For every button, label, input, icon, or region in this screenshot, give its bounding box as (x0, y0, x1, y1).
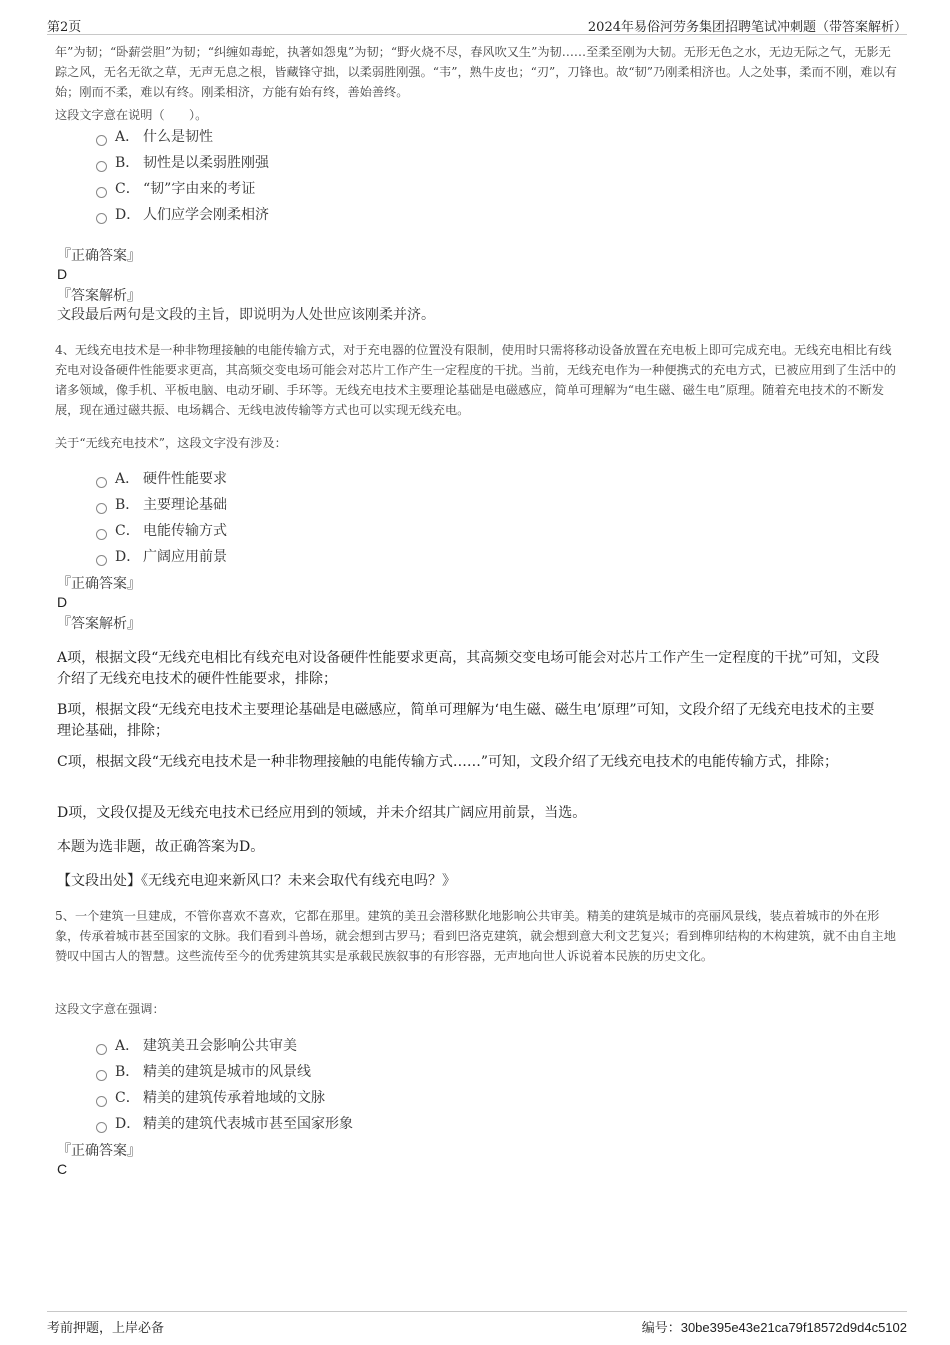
q5-answer: C (57, 1161, 68, 1177)
page-number: 第2页 (47, 20, 82, 35)
radio-icon[interactable] (96, 213, 107, 224)
q3-option-d[interactable]: D． 人们应学会刚柔相济 (96, 203, 269, 227)
q4-source (57, 871, 887, 892)
radio-icon[interactable] (96, 555, 107, 566)
q3-passage: 年”为韧；“卧薪尝胆”为韧；“纠缠如毒蛇，执著如怨鬼”为韧；“野火烧不尽，春风吹又生”为韧……至柔至刚为大韧。无形无色之水，无边无际之气，无影无踪之风，无名无欲之草，无声无息之根，皆藏锋守拙，以柔弱胜刚强。“韦”，熟牛皮也；“刃”，刀锋也。故“韧”乃刚柔相济也。人之处事，柔而不刚，难以有始；刚而不柔，难以有终。刚柔相济，方能有始有终，善始善终。 (55, 45, 897, 99)
page-header (47, 10, 907, 35)
q4-question: 关于“无线充电技术”，这段文字没有涉及： (55, 436, 287, 450)
footer-slogan: 考前押题，上岸必备 (47, 1321, 165, 1336)
q4-option-b[interactable]: B． 主要理论基础 (96, 493, 227, 517)
radio-icon[interactable] (96, 1122, 107, 1133)
q4-analysis-d: D项，文段仅提及无线充电技术已经应用到的领域，并未介绍其广阔应用前景，当选。 (57, 805, 587, 821)
q3-option-c[interactable]: C． “韧”字由来的考证 (96, 177, 255, 201)
q4-conclusion: 本题为选非题，故正确答案为D。 (57, 839, 265, 855)
q4-analysis-b: B项，根据文段“无线充电技术主要理论基础是电磁感应，简单可理解为‘电生磁、磁生电’原理”可知，文段介绍了无线充电技术的主要理论基础，排除； (57, 702, 875, 739)
footer-id-label: 编号： (641, 1321, 681, 1336)
q3-option-a[interactable]: A． 什么是韧性 (96, 125, 213, 149)
q4-option-a[interactable]: A． 硬件性能要求 (96, 467, 227, 491)
footer-id-value: 30be395e43e21ca79f18572d9d4c5102 (680, 1320, 907, 1335)
document-title: 2024年易俗河劳务集团招聘笔试冲刺题（带答案解析） (587, 20, 907, 35)
q4-analysis-a: A项，根据文段“无线充电相比有线充电对设备硬件性能要求更高，其高频交变电场可能会对芯片工作产生一定程度的干扰”可知，文段介绍了无线充电技术的硬件性能要求，排除； (57, 650, 880, 687)
radio-icon[interactable] (96, 1044, 107, 1055)
q4-passage: 4、无线充电技术是一种非物理接触的电能传输方式，对于充电器的位置没有限制，使用时只需将移动设备放置在充电板上即可完成充电。无线充电相比有线充电对设备硬件性能要求更高，其高频交变电场可能会对芯片工作产生一定程度的干扰。当前，无线充电作为一种便携式的充电方式，已被应用到了生活中的诸多领域，像手机、平板电脑、电动牙刷、手环等。无线充电技术主要理论基础是电磁感应，简单可理解为“电生磁、磁生电”原理。随着充电技术的不断发展，现在通过磁共振、电场耦合、无线电波传输等方式也可以实现无线充电。 (55, 343, 896, 417)
page-footer (47, 1311, 907, 1336)
q4-analysis-label: 『答案解析』 (57, 616, 141, 632)
q3-answer-label: 『正确答案』 (57, 248, 141, 264)
q3-analysis-label: 『答案解析』 (57, 288, 141, 304)
q5-option-a[interactable]: A． 建筑美丑会影响公共审美 (96, 1034, 297, 1058)
q4-answer: D (57, 594, 68, 610)
radio-icon[interactable] (96, 161, 107, 172)
q5-option-d[interactable]: D． 精美的建筑代表城市甚至国家形象 (96, 1112, 353, 1136)
q4-option-c[interactable]: C． 电能传输方式 (96, 519, 227, 543)
q5-question: 这段文字意在强调： (55, 1002, 165, 1016)
radio-icon[interactable] (96, 503, 107, 514)
q3-answer: D (57, 266, 68, 282)
radio-icon[interactable] (96, 1096, 107, 1107)
footer-id (642, 1317, 907, 1336)
q3-analysis: 文段最后两句是文段的主旨，即说明为人处世应该刚柔并济。 (57, 307, 435, 323)
source-label: 【文段出处】 (57, 873, 141, 889)
radio-icon[interactable] (96, 187, 107, 198)
q4-option-d[interactable]: D． 广阔应用前景 (96, 545, 227, 569)
radio-icon[interactable] (96, 477, 107, 488)
radio-icon[interactable] (96, 529, 107, 540)
radio-icon[interactable] (96, 135, 107, 146)
q5-option-b[interactable]: B． 精美的建筑是城市的风景线 (96, 1060, 311, 1084)
q4-analysis-c: C项，根据文段“无线充电技术是一种非物理接触的电能传输方式……”可知，文段介绍了无线充电技术的电能传输方式，排除； (57, 754, 839, 770)
radio-icon[interactable] (96, 1070, 107, 1081)
source-title: 《无线充电迎来新风口？未来会取代有线充电吗？》 (141, 873, 456, 889)
q5-passage: 5、一个建筑一旦建成，不管你喜欢不喜欢，它都在那里。建筑的美丑会潜移默化地影响公共审美。精美的建筑是城市的亮丽风景线，装点着城市的外在形象，传承着城市甚至国家的文脉。我们看到斗兽场，就会想到古罗马；看到巴洛克建筑，就会想到意大利文艺复兴；看到榫卯结构的木构建筑，就不由自主地赞叹中国古人的智慧。这些流传至今的优秀建筑其实是承载民族叙事的有形容器，无声地向世人诉说着本民族的历史文化。 (55, 909, 896, 963)
q4-answer-label: 『正确答案』 (57, 576, 141, 592)
q3-question: 这段文字意在说明（ ）。 (55, 108, 208, 122)
q5-answer-label: 『正确答案』 (57, 1143, 141, 1159)
q3-option-b[interactable]: B． 韧性是以柔弱胜刚强 (96, 151, 269, 175)
q5-option-c[interactable]: C． 精美的建筑传承着地域的文脉 (96, 1086, 325, 1110)
